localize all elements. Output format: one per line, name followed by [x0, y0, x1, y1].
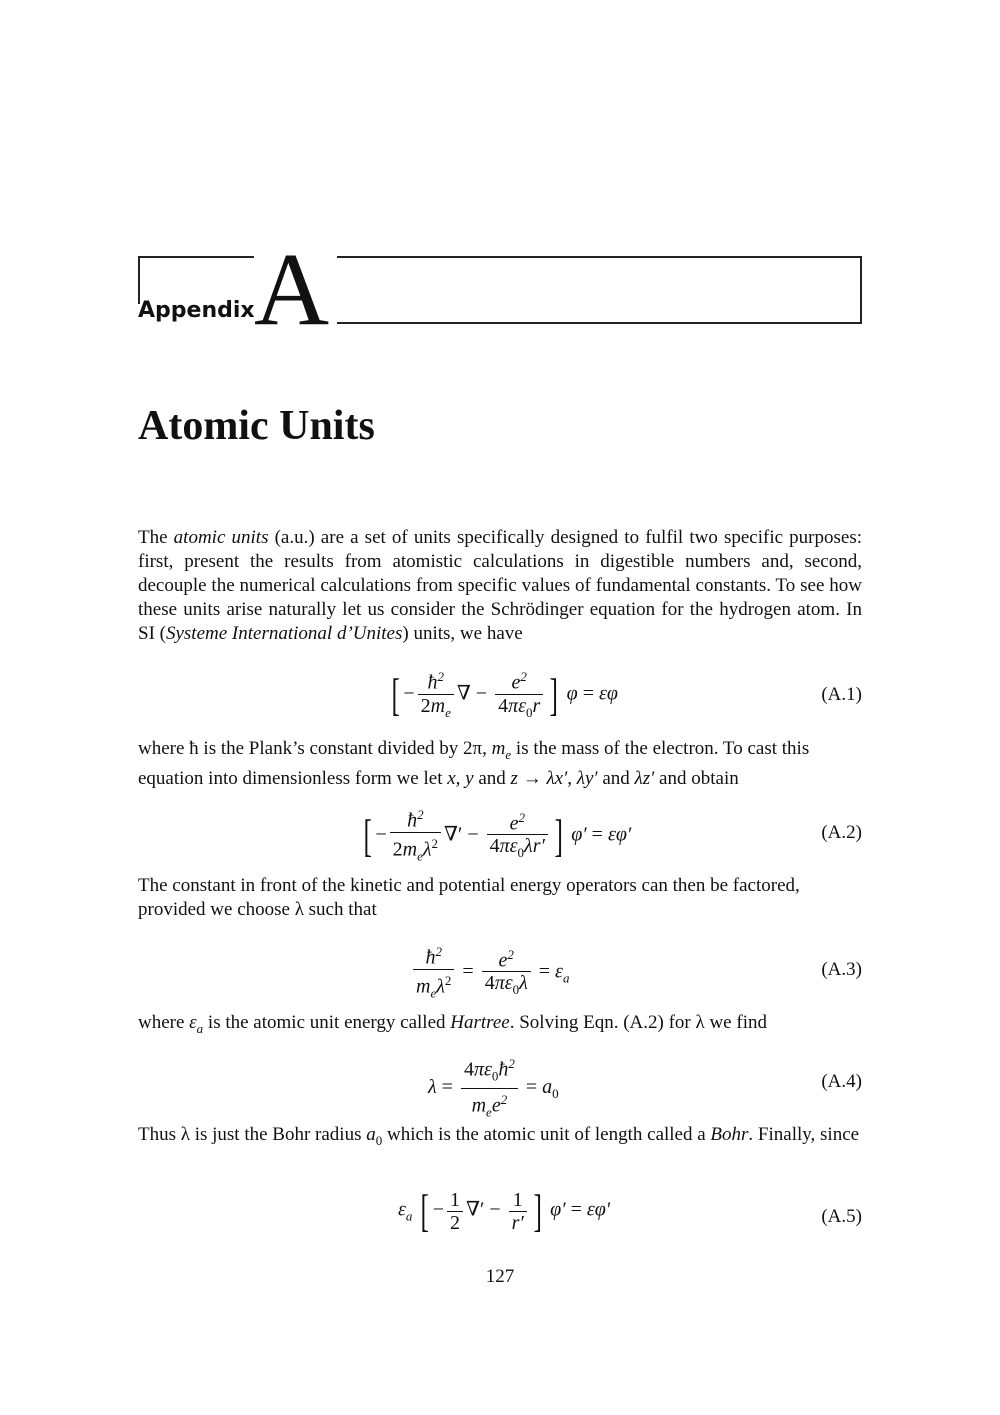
- equation-a1: [ − $\frac{ħ^2}{2m_e}$ ∇ − $\frac{e^2}{4\pi\varepsilon_0r}$ ] φ = εφ (A.1): [138, 666, 862, 726]
- equation-number: (A.1): [821, 684, 862, 705]
- chapter-frame-rule: [138, 256, 254, 258]
- paragraph-hartree: where $\varepsilon_a$ is the atomic unit energy called Hartree. Solving Eqn. (A.2) for λ we find: [138, 1012, 767, 1036]
- equation-a2: [ − $\frac{ħ^2}{2m_e\lambda^2}$ ∇′ − $\frac{e^2}{4\pi\varepsilon_0\lambda r'}$ ] φ′ = εφ′ (A.2): [138, 804, 862, 864]
- equation-number: (A.4): [821, 1071, 862, 1092]
- appendix-label: Appendix: [138, 298, 255, 323]
- paragraph-factor: The constant in front of the kinetic and potential energy operators can then be factored, provided we choose λ such that: [138, 875, 800, 920]
- appendix-letter: A: [254, 232, 330, 347]
- paragraph-intro: The atomic units (a.u.) are a set of units specifically designed to fulfil two specific purposes: first, present the results from atomistic calculations in digestible numbers and, second, decouple the numerical calculations from specific values of fundamental constants. To see how these units arise naturally let us consider the Schrödinger equation for the hydrogen atom. In SI (Systeme International d’Unites) units, we have: [138, 527, 862, 644]
- page-number: 127: [485, 1266, 515, 1287]
- chapter-frame-rule: [337, 256, 861, 258]
- equation-a4: λ = $\frac{4\pi\varepsilon_0ħ^2}{m_ee^2}$ = $a_0$ (A.4): [138, 1053, 862, 1113]
- equation-number: (A.5): [821, 1206, 862, 1227]
- equation-number: (A.3): [821, 959, 862, 980]
- chapter-title: Atomic Units: [138, 403, 375, 449]
- equation-a3: $\frac{ħ^2}{m_e\lambda^2}$ = $\frac{e^2}{4\pi\varepsilon_0\lambda}$ = $\varepsilon_a$ (A.3): [138, 941, 862, 1001]
- chapter-frame-rule: [337, 322, 862, 324]
- chapter-frame-rule: [860, 256, 862, 324]
- equation-number: (A.2): [821, 822, 862, 843]
- equation-a5: $\varepsilon_a$ [ − $\frac{1}{2}$ ∇′ − $\frac{1}{r'}$ ] φ′ = εφ′ (A.5): [398, 1185, 862, 1236]
- paragraph-bohr: Thus λ is just the Bohr radius $a_0$ which is the atomic unit of length called a Bohr. Finally, since: [138, 1124, 860, 1148]
- chapter-frame-rule: [138, 256, 140, 304]
- paragraph-dimensionless: where ħ is the Plank’s constant divided by 2π, $m_e$ is the mass of the electron. To cast this equation into dimensionless form we let x, y and z → λx′, λy′ and λz′ and obtain: [138, 738, 810, 789]
